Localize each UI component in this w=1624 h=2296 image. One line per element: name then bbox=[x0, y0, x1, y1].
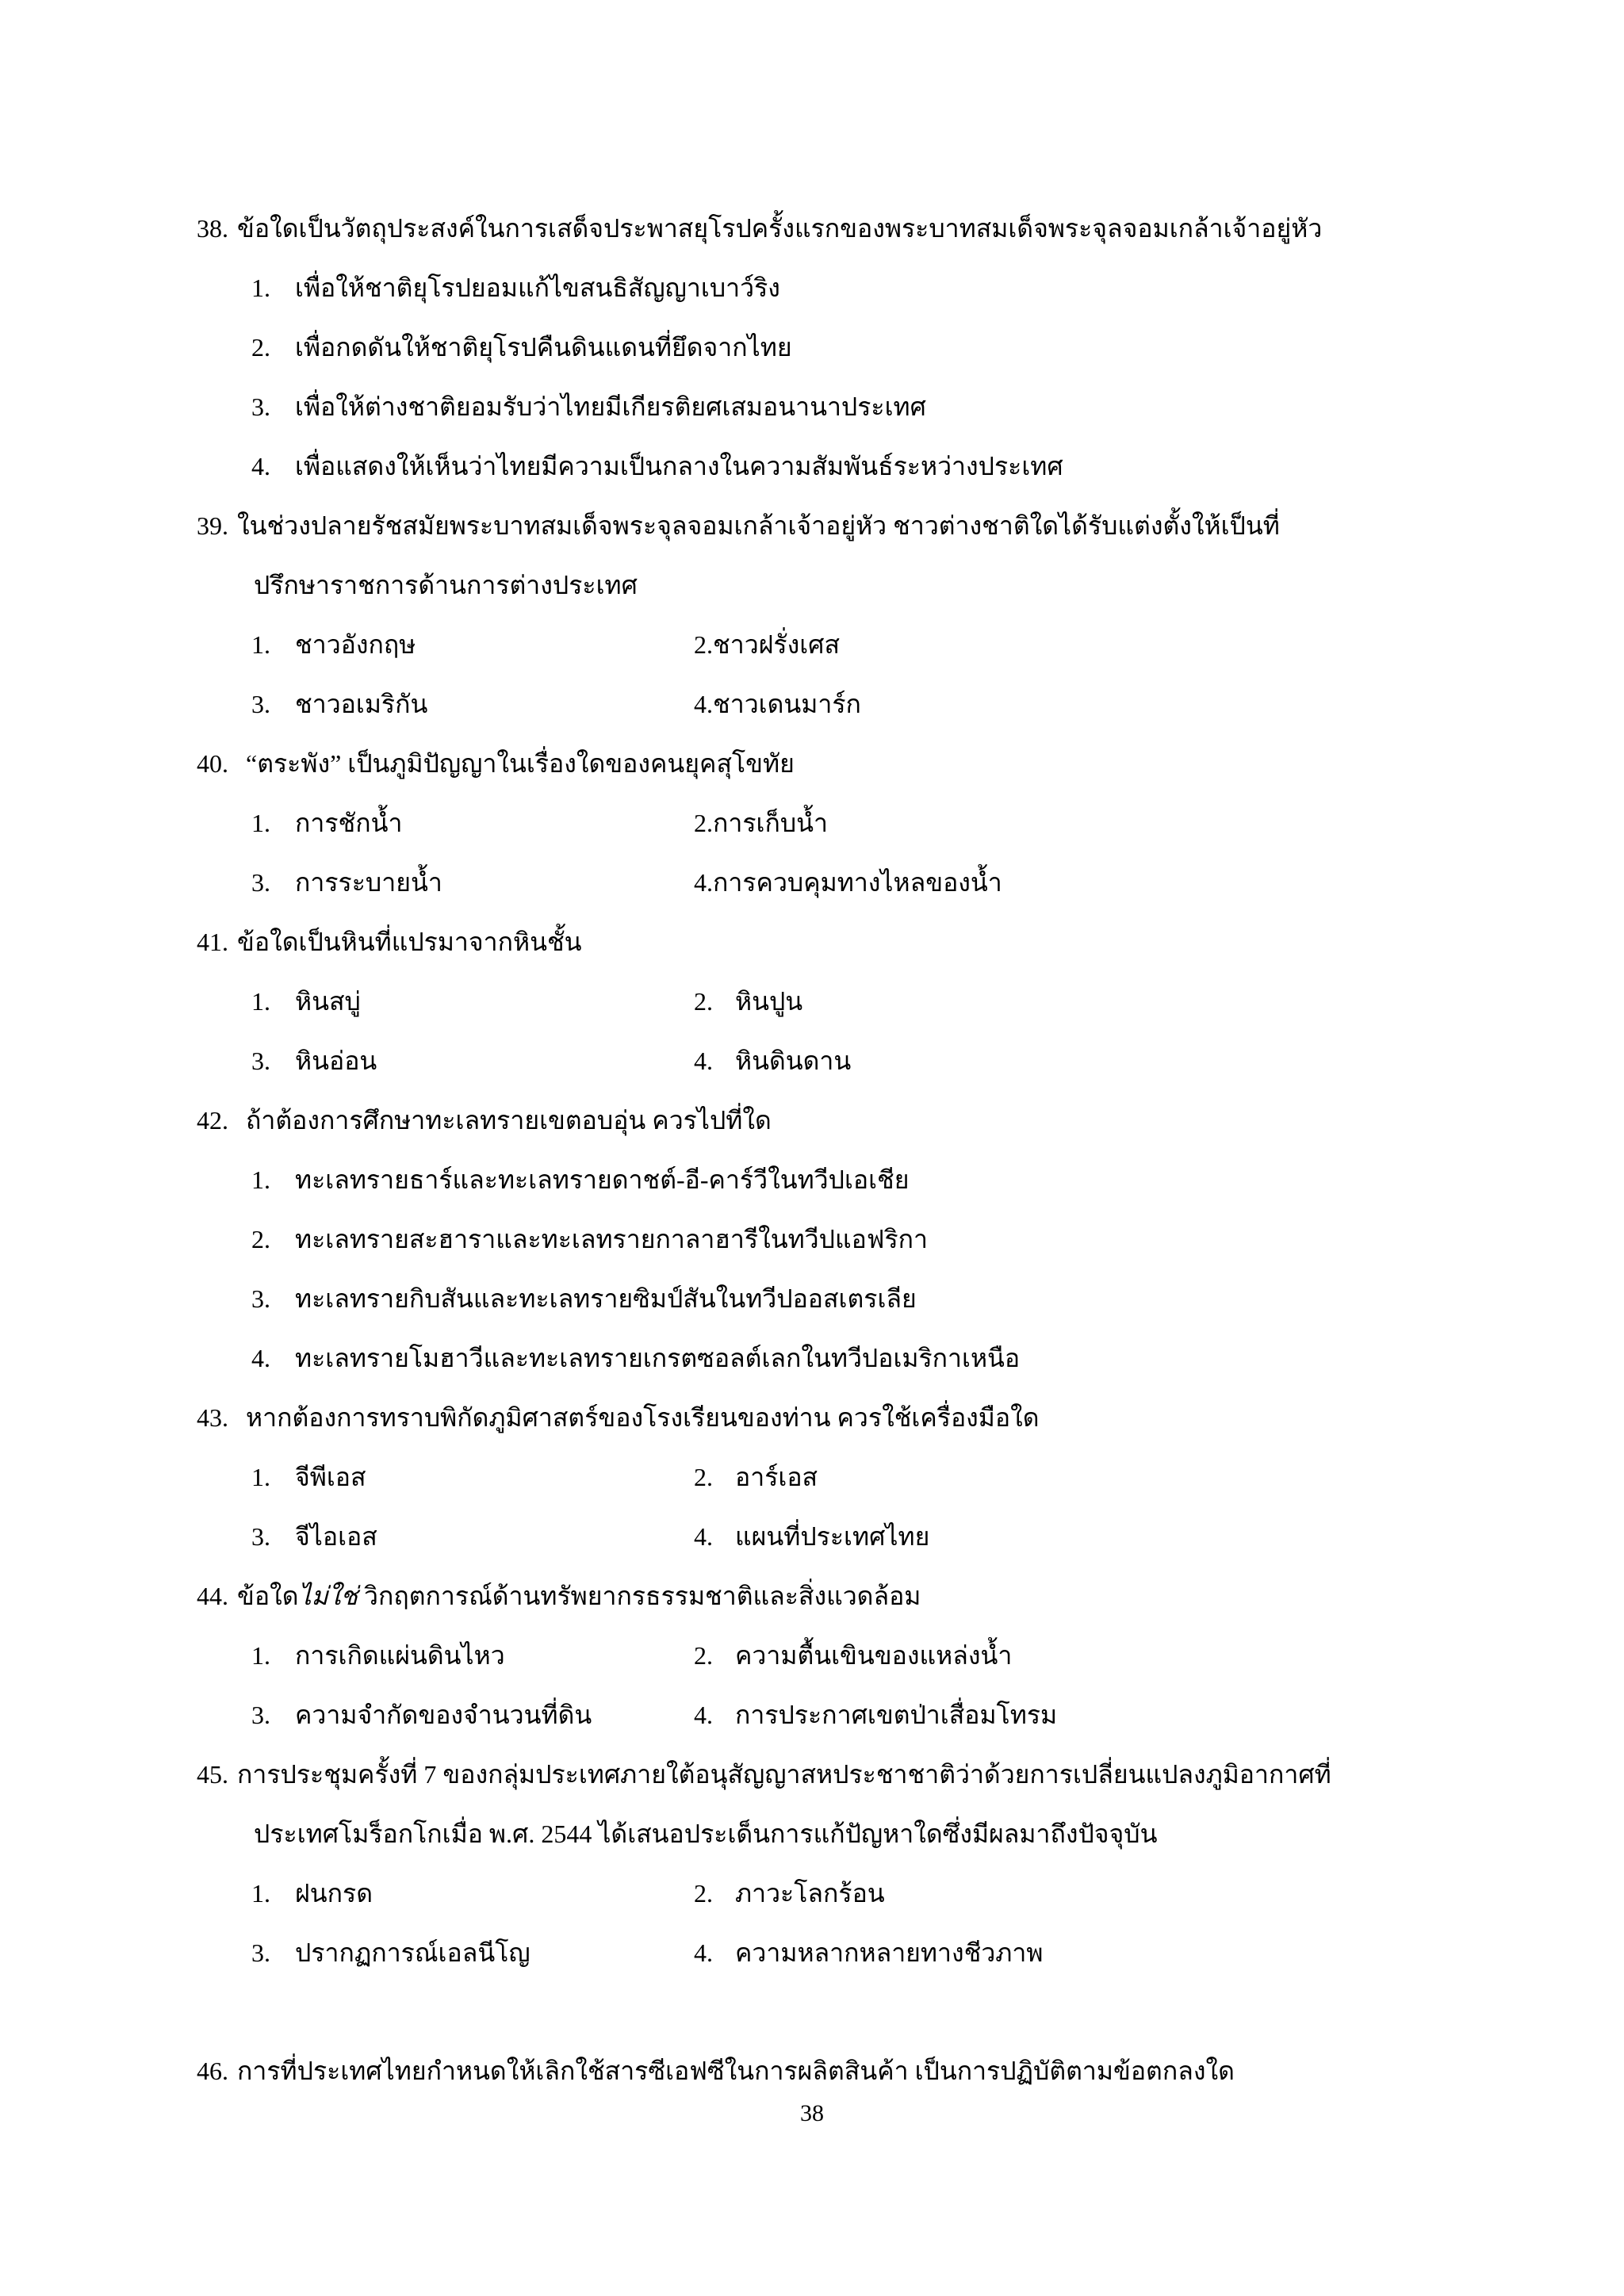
option-text: จีไอเอส bbox=[295, 1522, 377, 1551]
option-45-2 bbox=[694, 1864, 885, 1923]
option-41-2 bbox=[694, 972, 802, 1031]
option-number: 2. bbox=[694, 1463, 713, 1491]
option-44-4 bbox=[694, 1686, 1057, 1745]
option-text: ทะเลทรายกิบสันและทะเลทรายซิมป์สันในทวีปออสเตรเลีย bbox=[295, 1284, 917, 1313]
option-row bbox=[251, 1923, 1529, 1983]
option-number: 2. bbox=[694, 630, 713, 659]
option-number: 2. bbox=[694, 1879, 713, 1908]
option-row bbox=[251, 1626, 1529, 1686]
option-text: ความหลากหลายทางชีวภาพ bbox=[735, 1938, 1044, 1967]
option-number: 1. bbox=[251, 1165, 270, 1194]
option-number: 4. bbox=[694, 868, 713, 897]
option-row bbox=[251, 1031, 1529, 1091]
option-row bbox=[251, 794, 1529, 853]
option-38-4 bbox=[251, 437, 1529, 496]
option-44-2 bbox=[694, 1626, 1012, 1686]
option-text: การระบายน้ำ bbox=[295, 868, 442, 897]
option-text: ความจำกัดของจำนวนที่ดิน bbox=[295, 1701, 592, 1729]
option-number: 1. bbox=[251, 987, 270, 1016]
option-42-2 bbox=[251, 1210, 1529, 1269]
option-number: 3. bbox=[251, 1522, 270, 1551]
question-42 bbox=[197, 1091, 1529, 1150]
option-row bbox=[251, 675, 1529, 734]
option-number: 4. bbox=[251, 452, 270, 480]
option-45-1 bbox=[251, 1864, 694, 1923]
option-39-4 bbox=[694, 675, 861, 734]
option-39-2 bbox=[694, 615, 840, 675]
option-number: 1. bbox=[251, 1879, 270, 1908]
option-number: 1. bbox=[251, 630, 270, 659]
question-text: ถ้าต้องการศึกษาทะเลทรายเขตอบอุ่น ควรไปที่ใด bbox=[246, 1106, 772, 1135]
question-number: 42. bbox=[197, 1106, 228, 1135]
option-text: การประกาศเขตป่าเสื่อมโทรม bbox=[735, 1701, 1058, 1729]
option-row bbox=[251, 1864, 1529, 1923]
option-text: เพื่อกดดันให้ชาติยุโรปคืนดินแดนที่ยึดจากไทย bbox=[295, 333, 792, 362]
option-number: 1. bbox=[251, 1463, 270, 1491]
option-number: 2. bbox=[694, 987, 713, 1016]
option-number: 2. bbox=[694, 1641, 713, 1670]
option-text: ฝนกรด bbox=[295, 1879, 373, 1908]
option-text: การเก็บน้ำ bbox=[713, 809, 828, 837]
option-40-2 bbox=[694, 794, 828, 853]
option-text: ชาวอเมริกัน bbox=[295, 690, 428, 718]
option-text: ชาวฝรั่งเศส bbox=[713, 630, 840, 659]
option-text: เพื่อให้ชาติยุโรปยอมแก้ไขสนธิสัญญาเบาว์ริง bbox=[295, 274, 780, 302]
question-number: 38. bbox=[197, 214, 228, 243]
option-row bbox=[251, 853, 1529, 913]
question-text: ข้อใด bbox=[237, 1582, 299, 1610]
option-row bbox=[251, 1448, 1529, 1507]
question-text: ข้อใดเป็นวัตถุประสงค์ในการเสด็จประพาสยุโรปครั้งแรกของพระบาทสมเด็จพระจุลจอมเกล้าเจ้าอยู่หัว bbox=[237, 214, 1323, 243]
question-38 bbox=[197, 199, 1529, 258]
option-44-3 bbox=[251, 1686, 694, 1745]
question-40 bbox=[197, 734, 1529, 794]
question-text: การที่ประเทศไทยกำหนดให้เลิกใช้สารซีเอฟซีในการผลิตสินค้า เป็นการปฏิบัติตามข้อตกลงใด bbox=[237, 2057, 1235, 2085]
option-number: 3. bbox=[251, 1047, 270, 1075]
option-text: ปรากฏการณ์เอลนีโญ bbox=[295, 1938, 530, 1967]
option-text: แผนที่ประเทศไทย bbox=[735, 1522, 930, 1551]
option-43-3 bbox=[251, 1507, 694, 1567]
option-40-3 bbox=[251, 853, 694, 913]
question-46 bbox=[197, 2042, 1529, 2101]
question-44 bbox=[197, 1567, 1529, 1626]
option-text: การเกิดแผ่นดินไหว bbox=[295, 1641, 505, 1670]
option-text: การควบคุมทางไหลของน้ำ bbox=[713, 868, 1002, 897]
option-text: ภาวะโลกร้อน bbox=[735, 1879, 885, 1908]
question-text: หากต้องการทราบพิกัดภูมิศาสตร์ของโรงเรียนของท่าน ควรใช้เครื่องมือใด bbox=[246, 1403, 1040, 1432]
option-row bbox=[251, 1686, 1529, 1745]
option-row bbox=[251, 1507, 1529, 1567]
option-45-3 bbox=[251, 1923, 694, 1983]
option-41-1 bbox=[251, 972, 694, 1031]
option-45-4 bbox=[694, 1923, 1043, 1983]
option-number: 3. bbox=[251, 690, 270, 718]
question-39-continued bbox=[254, 556, 1529, 615]
option-40-1 bbox=[251, 794, 694, 853]
option-44-1 bbox=[251, 1626, 694, 1686]
option-number: 2. bbox=[251, 333, 270, 362]
option-40-4 bbox=[694, 853, 1002, 913]
option-text: จีพีเอส bbox=[295, 1463, 366, 1491]
option-number: 3. bbox=[251, 1701, 270, 1729]
option-number: 3. bbox=[251, 868, 270, 897]
option-43-1 bbox=[251, 1448, 694, 1507]
option-41-3 bbox=[251, 1031, 694, 1091]
option-text: หินดินดาน bbox=[735, 1047, 852, 1075]
option-42-3 bbox=[251, 1269, 1529, 1329]
question-number: 46. bbox=[197, 2057, 228, 2085]
option-number: 4. bbox=[694, 1522, 713, 1551]
option-text: ทะเลทรายโมฮาวีและทะเลทรายเกรตซอลต์เลกในทวีปอเมริกาเหนือ bbox=[295, 1344, 1021, 1372]
option-number: 3. bbox=[251, 392, 270, 421]
option-number: 4. bbox=[694, 690, 713, 718]
option-number: 1. bbox=[251, 274, 270, 302]
question-number: 40. bbox=[197, 749, 228, 778]
question-45 bbox=[197, 1745, 1529, 1804]
question-41 bbox=[197, 913, 1529, 972]
question-text: ข้อใดเป็นหินที่แปรมาจากหินชั้น bbox=[237, 928, 582, 956]
option-number: 4. bbox=[694, 1701, 713, 1729]
question-number: 44. bbox=[197, 1582, 228, 1610]
option-number: 3. bbox=[251, 1938, 270, 1967]
option-text: เพื่อแสดงให้เห็นว่าไทยมีความเป็นกลางในความสัมพันธ์ระหว่างประเทศ bbox=[295, 452, 1063, 480]
option-43-4 bbox=[694, 1507, 929, 1567]
question-number: 39. bbox=[197, 511, 228, 540]
option-38-3 bbox=[251, 377, 1529, 437]
option-text: หินอ่อน bbox=[295, 1047, 377, 1075]
option-number: 1. bbox=[251, 809, 270, 837]
option-text: ทะเลทรายธาร์และทะเลทรายดาชต์-อี-คาร์วีในทวีปเอเชีย bbox=[295, 1165, 910, 1194]
option-39-1 bbox=[251, 615, 694, 675]
option-number: 4. bbox=[251, 1344, 270, 1372]
option-39-3 bbox=[251, 675, 694, 734]
question-number: 43. bbox=[197, 1403, 228, 1432]
option-text: การชักน้ำ bbox=[295, 809, 403, 837]
option-number: 1. bbox=[251, 1641, 270, 1670]
option-text: ชาวเดนมาร์ก bbox=[713, 690, 861, 718]
question-number: 45. bbox=[197, 1760, 228, 1789]
option-number: 2. bbox=[251, 1225, 270, 1253]
option-42-1 bbox=[251, 1150, 1529, 1210]
question-text: “ตระพัง” เป็นภูมิปัญญาในเรื่องใดของคนยุคสุโขทัย bbox=[246, 749, 795, 778]
page-number: 38 bbox=[800, 2100, 824, 2126]
option-38-1 bbox=[251, 258, 1529, 318]
question-39 bbox=[197, 496, 1529, 556]
option-number: 4. bbox=[694, 1938, 713, 1967]
option-text: หินปูน bbox=[735, 987, 803, 1016]
option-text: หินสบู่ bbox=[295, 987, 361, 1016]
option-text: ทะเลทรายสะฮาราและทะเลทรายกาลาฮารีในทวีปแอฟริกา bbox=[295, 1225, 928, 1253]
option-number: 2. bbox=[694, 809, 713, 837]
option-number: 4. bbox=[694, 1047, 713, 1075]
option-row bbox=[251, 615, 1529, 675]
option-text: ชาวอังกฤษ bbox=[295, 630, 416, 659]
option-41-4 bbox=[694, 1031, 851, 1091]
option-38-2 bbox=[251, 318, 1529, 377]
option-43-2 bbox=[694, 1448, 818, 1507]
question-number: 41. bbox=[197, 928, 228, 956]
question-text: ในช่วงปลายรัชสมัยพระบาทสมเด็จพระจุลจอมเกล้าเจ้าอยู่หัว ชาวต่างชาติใดได้รับแต่งตั้งให้เป็นที่ bbox=[237, 511, 1280, 540]
option-text: เพื่อให้ต่างชาติยอมรับว่าไทยมีเกียรติยศเสมอนานาประเทศ bbox=[295, 392, 926, 421]
question-emphasis: ไม่ใช่ bbox=[298, 1582, 358, 1610]
option-text: ความตื้นเขินของแหล่งน้ำ bbox=[735, 1641, 1013, 1670]
question-43 bbox=[197, 1388, 1529, 1448]
question-text: การประชุมครั้งที่ 7 ของกลุ่มประเทศภายใต้อนุสัญญาสหประชาชาติว่าด้วยการเปลี่ยนแปลงภูมิอากาศที่ bbox=[237, 1760, 1331, 1789]
question-45-continued bbox=[254, 1804, 1529, 1864]
question-text-continued: ปรึกษาราชการด้านการต่างประเทศ bbox=[254, 571, 638, 599]
option-row bbox=[251, 972, 1529, 1031]
option-number: 3. bbox=[251, 1284, 270, 1313]
option-42-4 bbox=[251, 1329, 1529, 1388]
question-text-after: วิกฤตการณ์ด้านทรัพยากรธรรมชาติและสิ่งแวดล้อม bbox=[358, 1582, 921, 1610]
question-text-continued: ประเทศโมร็อกโกเมื่อ พ.ศ. 2544 ได้เสนอประเด็นการแก้ปัญหาใดซึ่งมีผลมาถึงปัจจุบัน bbox=[254, 1820, 1158, 1848]
option-text: อาร์เอส bbox=[735, 1463, 818, 1491]
